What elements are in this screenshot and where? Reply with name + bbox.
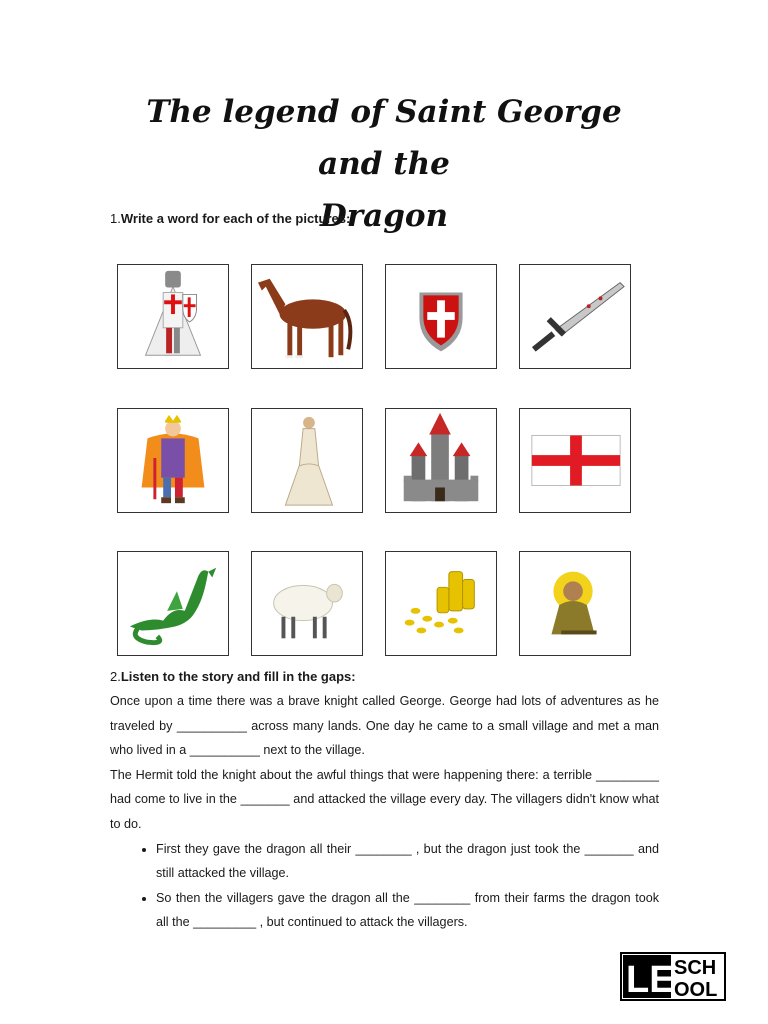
- dragon-icon: [118, 552, 228, 655]
- story-bullet-1: • First they gave the dragon all their ________ , but the dragon just took the _______ and still attacked the village.: [156, 837, 659, 886]
- question-1-number: 1.: [110, 211, 121, 226]
- picture-card-sheep: [251, 551, 363, 656]
- picture-card-horse: [251, 264, 363, 369]
- story-bullet-2: • So then the villagers gave the dragon all the ________ from their farms the dragon took all the _________ , but continued to attack the villagers.: [156, 886, 659, 935]
- sword-icon: [520, 265, 630, 368]
- le-school-logo: [620, 952, 726, 1001]
- picture-card-sword: [519, 264, 631, 369]
- question-2-text: Listen to the story and fill in the gaps:: [120, 669, 356, 684]
- question-2-heading: [110, 669, 356, 684]
- title-line-1: The legend of Saint George and the: [146, 94, 622, 182]
- picture-card-dragon: [117, 551, 229, 656]
- princess-icon: [252, 409, 362, 512]
- crusader-knight-icon: [118, 265, 228, 368]
- logo-line-2: OOL: [674, 979, 718, 1001]
- story-paragraph-1: Once upon a time there was a brave knight called George. George had lots of adventures as he traveled by __________ across many lands. One day he came to a small village and met a man who lived in a __________ next to the village.: [110, 694, 659, 758]
- saint-icon: [520, 552, 630, 655]
- castle-icon: [386, 409, 496, 512]
- picture-card-shield: [385, 264, 497, 369]
- picture-card-flag: [519, 408, 631, 513]
- story-paragraph-2: The Hermit told the knight about the awful things that were happening there: a terrible _________ had come to live in the _______ and attacked the village every day. The villagers didn't know what to do.: [110, 767, 659, 831]
- question-1-heading: [110, 211, 350, 226]
- england-flag-icon: [520, 409, 630, 512]
- picture-card-saint: [519, 551, 631, 656]
- picture-card-princess: [251, 408, 363, 513]
- logo-line-1: SCH: [674, 957, 717, 979]
- title-line-2: Dragon: [319, 198, 449, 234]
- shield-icon: [386, 265, 496, 368]
- picture-grid: [117, 264, 635, 660]
- gold-coins-icon: [386, 552, 496, 655]
- question-2-number: 2.: [110, 669, 121, 684]
- picture-card-king: [117, 408, 229, 513]
- sheep-icon: [252, 552, 362, 655]
- picture-card-knight: [117, 264, 229, 369]
- king-icon: [118, 409, 228, 512]
- story-bullet-list: [110, 837, 659, 935]
- picture-card-castle: [385, 408, 497, 513]
- picture-card-gold: [385, 551, 497, 656]
- story-text: [110, 689, 659, 935]
- logo-letters-left: LE: [626, 959, 675, 1001]
- question-1-text: Write a word for each of the pictures:: [120, 211, 351, 226]
- horse-icon: [252, 265, 362, 368]
